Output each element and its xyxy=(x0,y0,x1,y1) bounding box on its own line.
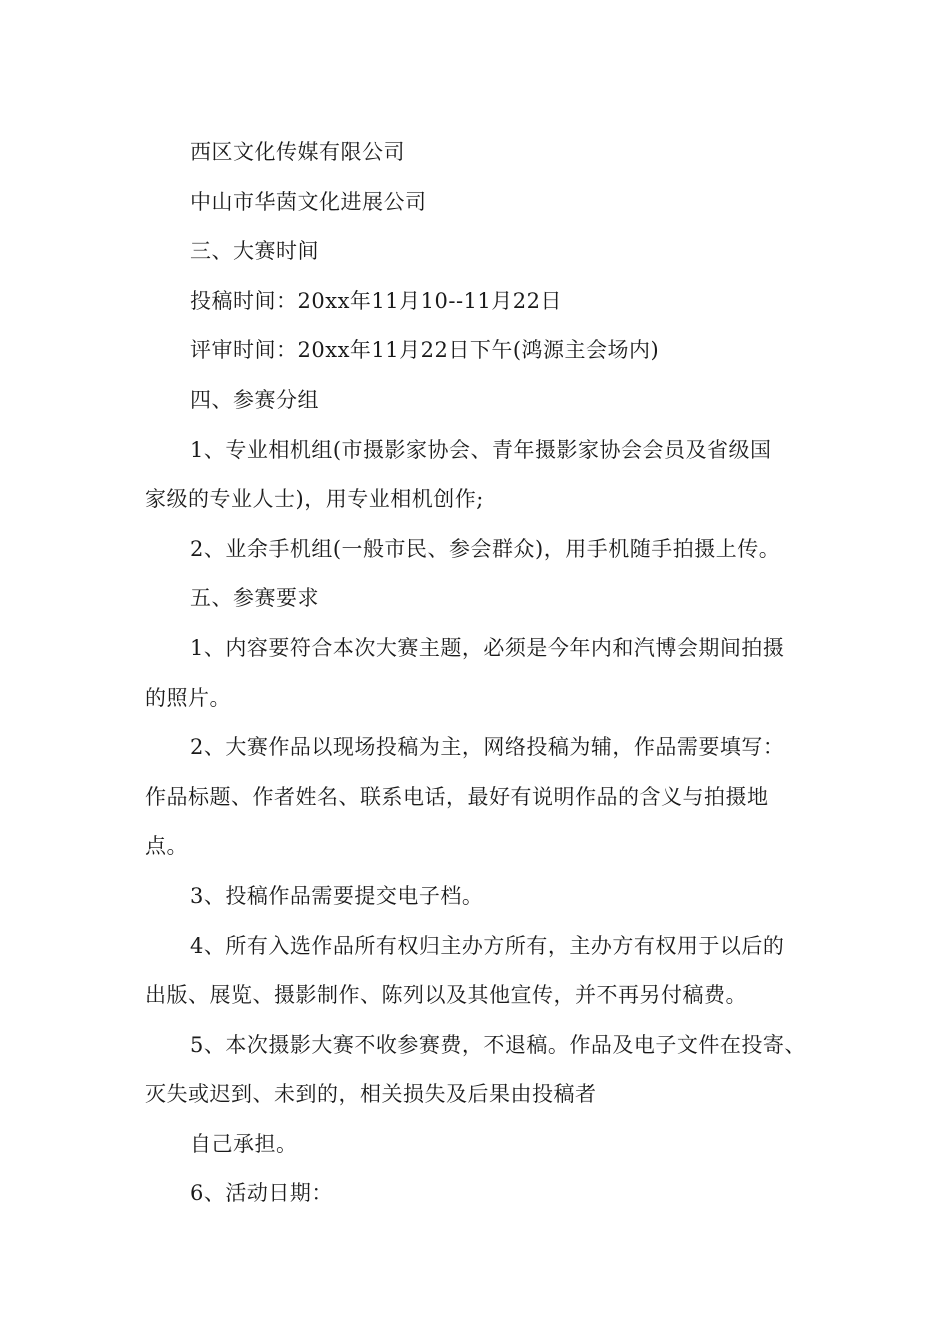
text-line: 1、专业相机组(市摄影家协会、青年摄影家协会会员及省级国 xyxy=(190,437,772,462)
text-line: 中山市华茵文化进展公司 xyxy=(190,189,427,214)
section-heading: 三、大赛时间 xyxy=(190,239,319,264)
text-line: 出版、展览、摄影制作、陈列以及其他宣传，并不再另付稿费。 xyxy=(145,983,747,1008)
section-heading: 四、参赛分组 xyxy=(190,387,319,412)
text-line: 灭失或迟到、未到的，相关损失及后果由投稿者 xyxy=(145,1082,597,1107)
text-line: 作品标题、作者姓名、联系电话，最好有说明作品的含义与拍摄地 xyxy=(145,784,769,809)
text-line: 投稿时间：20xx年11月10--11月22日 xyxy=(190,288,562,313)
text-line: 的照片。 xyxy=(145,685,231,710)
document-body xyxy=(145,128,810,1219)
text-line: 6、活动日期： xyxy=(190,1181,333,1206)
text-line: 家级的专业人士)，用专业相机创作; xyxy=(145,487,484,512)
text-line: 2、业余手机组(一般市民、参会群众)，用手机随手拍摄上传。 xyxy=(190,536,781,561)
section-heading: 五、参赛要求 xyxy=(190,586,319,611)
text-line: 4、所有入选作品所有权归主办方所有，主办方有权用于以后的 xyxy=(190,933,785,958)
text-line: 1、内容要符合本次大赛主题，必须是今年内和汽博会期间拍摄 xyxy=(190,635,785,660)
text-line: 3、投稿作品需要提交电子档。 xyxy=(190,883,484,908)
text-line: 评审时间：20xx年11月22日下午(鸿源主会场内) xyxy=(190,338,660,363)
text-line: 2、大赛作品以现场投稿为主，网络投稿为辅，作品需要填写： xyxy=(190,735,785,760)
text-line: 自己承担。 xyxy=(190,1131,298,1156)
text-line: 西区文化传媒有限公司 xyxy=(190,140,405,164)
text-line: 点。 xyxy=(145,834,188,859)
text-line: 5、本次摄影大赛不收参赛费，不退稿。作品及电子文件在投寄、 xyxy=(190,1032,806,1057)
